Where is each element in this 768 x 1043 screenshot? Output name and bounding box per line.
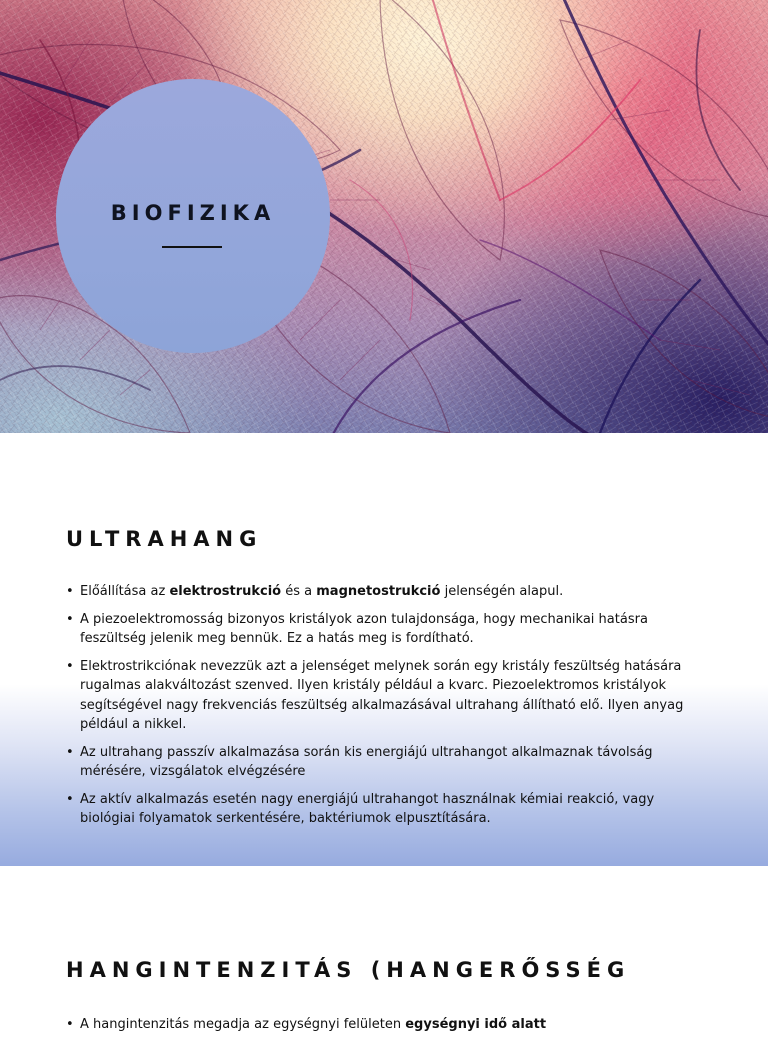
bold-term: elektrostrukció [169, 584, 282, 599]
hangintenzitas-heading: HANGINTENZITÁS (HANGERŐSSÉG [66, 958, 631, 982]
hangintenzitas-bullet-list [66, 1015, 706, 1043]
bullet-item: • Az aktív alkalmazás esetén nagy energiájú ultrahangot használnak kémiai reakció, vagy biológiai folyamatok serkentésére, baktériumok elpusztítására. [66, 790, 706, 829]
bullet-item: • A piezoelektromosság bizonyos kristályok azon tulajdonsága, hogy mechanikai hatásra feszültség jelenik meg bennük. Ez a hatás meg is fordítható. [66, 610, 706, 649]
bullet-item [66, 1015, 706, 1035]
title-underline [162, 246, 222, 248]
bullet-text: Előállítása az [80, 584, 170, 599]
slide-title: BIOFIZIKA [110, 201, 276, 225]
bullet-text: A hangintenzitás megadja az egységnyi felületen [80, 1017, 406, 1032]
bullet-item: • Elektrostrikciónak nevezzük azt a jelenséget melynek során egy kristály feszültség hatására rugalmas alakváltozást szenved. Ilyen kristály például a kvarc. Piezoelektromos kristályok segítségével nagy frekvenciás feszültség alkalmazásával ultrahang állítható elő. Ilyen anyag például a nikkel. [66, 657, 706, 735]
ultrahang-bullet-list [66, 582, 706, 837]
hangintenzitas-slide [0, 866, 768, 1032]
bold-term: magnetostrukció [316, 584, 441, 599]
bullet-text: és a [281, 584, 317, 599]
title-slide [0, 0, 768, 433]
bullet-item [66, 582, 706, 602]
bullet-item: • Az ultrahang passzív alkalmazása során kis energiájú ultrahangot alkalmaznak távolság mérésére, vizsgálatok elvégzésére [66, 743, 706, 782]
bold-term: egységnyi idő alatt [405, 1017, 547, 1032]
bullet-text: jelenségén alapul. [440, 584, 564, 599]
ultrahang-heading: ULTRAHANG [66, 527, 263, 551]
ultrahang-slide [0, 433, 768, 866]
